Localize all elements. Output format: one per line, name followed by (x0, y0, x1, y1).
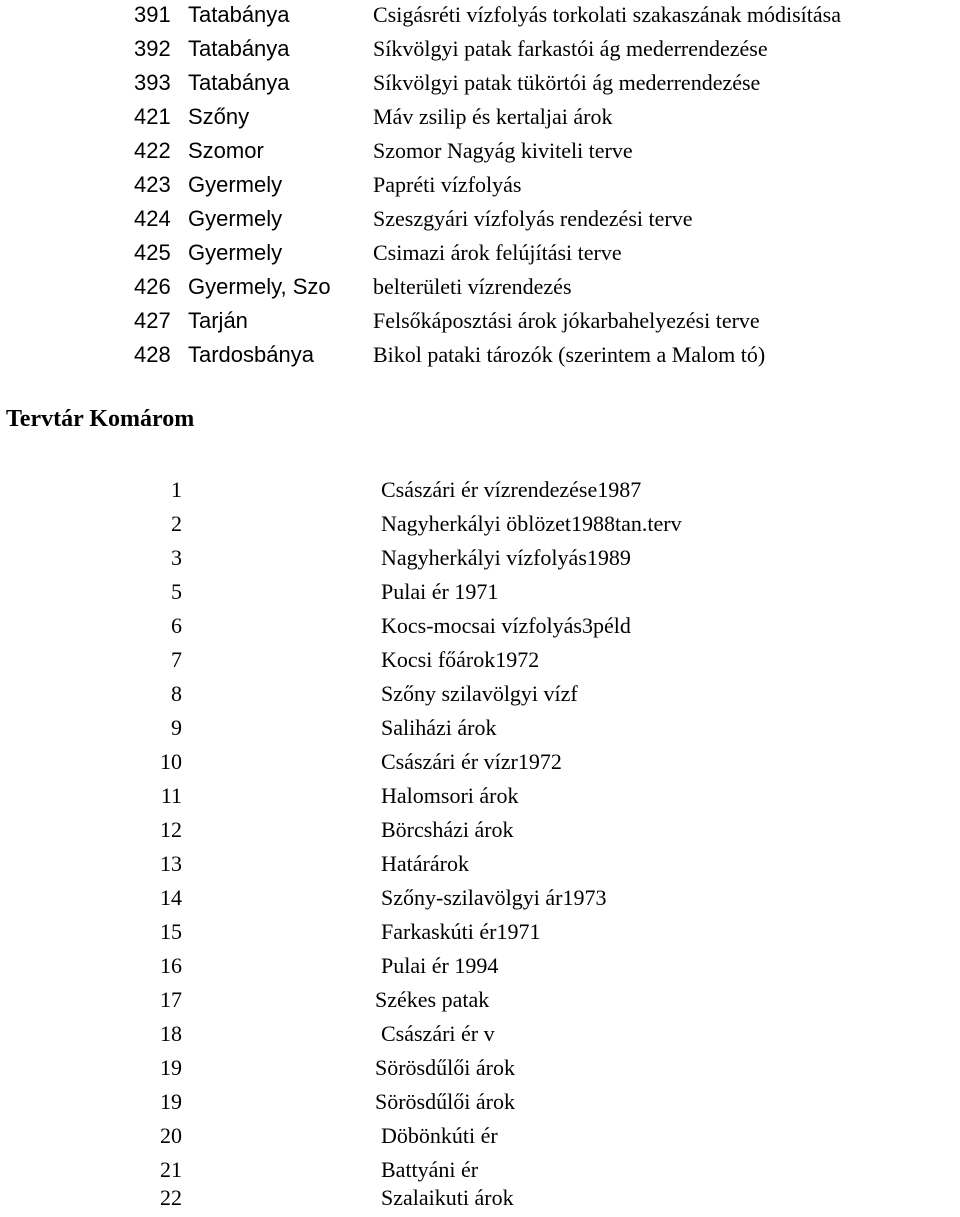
row-description: Kocs-mocsai vízfolyás3péld (381, 613, 631, 638)
row-number: 14 (160, 885, 182, 910)
table-row (0, 170, 960, 204)
row-location: Gyermely, Szo (188, 274, 331, 299)
row-number: 11 (160, 783, 182, 808)
row-number: 15 (160, 919, 182, 944)
row-description: Máv zsilip és kertaljai árok (373, 104, 613, 129)
row-number: 12 (160, 817, 182, 842)
table-row (0, 815, 960, 849)
row-location: Gyermely (188, 240, 283, 265)
row-description: Császári ér vízrendezése1987 (381, 477, 642, 502)
row-description: Határárok (381, 851, 469, 876)
table-row (0, 272, 960, 306)
row-description: Bikol pataki tározók (szerintem a Malom tó) (373, 342, 766, 367)
table-row (0, 543, 960, 577)
row-description: Császári ér vízr1972 (381, 749, 562, 774)
row-number: 1 (171, 477, 182, 502)
row-number: 8 (171, 681, 182, 706)
table-row (0, 1121, 960, 1155)
row-number: 5 (171, 579, 182, 604)
row-description: Nagyherkályi vízfolyás1989 (381, 545, 631, 570)
row-number: 17 (160, 987, 182, 1012)
row-number: 21 (160, 1157, 182, 1182)
row-description: Papréti vízfolyás (373, 172, 522, 197)
row-description: Pulai ér 1971 (381, 579, 499, 604)
row-number: 16 (160, 953, 182, 978)
table-row (0, 1183, 960, 1217)
table-row (0, 883, 960, 917)
row-description: Saliházi árok (381, 715, 497, 740)
row-description: Döbönkúti ér (381, 1123, 498, 1148)
table-row (0, 1019, 960, 1053)
table-row (0, 713, 960, 747)
row-description: Pulai ér 1994 (381, 953, 499, 978)
row-number: 425 (134, 240, 171, 265)
row-description: Szeszgyári vízfolyás rendezési terve (373, 206, 693, 231)
row-number: 19 (160, 1055, 182, 1080)
row-description: Halomsori árok (381, 783, 519, 808)
table-row (0, 849, 960, 883)
table-row (0, 781, 960, 815)
table-row (0, 1053, 960, 1087)
row-number: 3 (171, 545, 182, 570)
table-row (0, 34, 960, 68)
row-description: Csimazi árok felújítási terve (373, 240, 622, 265)
table-row (0, 0, 960, 34)
row-number: 424 (134, 206, 171, 231)
row-number: 19 (160, 1089, 182, 1114)
row-description: Farkaskúti ér1971 (381, 919, 541, 944)
table-row (0, 611, 960, 645)
table-row (0, 238, 960, 272)
row-number: 9 (171, 715, 182, 740)
row-description: Szőny-szilavölgyi ár1973 (381, 885, 607, 910)
row-location: Tatabánya (188, 70, 290, 95)
row-number: 393 (134, 70, 171, 95)
row-location: Tatabánya (188, 36, 290, 61)
row-number: 22 (160, 1185, 182, 1210)
row-number: 2 (171, 511, 182, 536)
row-description: belterületi vízrendezés (373, 274, 572, 299)
table-row (0, 306, 960, 340)
row-description: Börcsházi árok (381, 817, 514, 842)
row-description: Battyáni ér (381, 1157, 479, 1182)
row-location: Tatabánya (188, 2, 290, 27)
row-number: 426 (134, 274, 171, 299)
table-row (0, 102, 960, 136)
table-row (0, 645, 960, 679)
table-row (0, 747, 960, 781)
table-row (0, 985, 960, 1019)
row-location: Gyermely (188, 172, 283, 197)
table-row (0, 917, 960, 951)
row-description: Kocsi főárok1972 (381, 647, 540, 672)
row-description: Nagyherkályi öblözet1988tan.terv (381, 511, 682, 536)
row-number: 423 (134, 172, 171, 197)
row-location: Szomor (188, 138, 264, 163)
table-row (0, 679, 960, 713)
row-description: Szalaikuti árok (381, 1185, 514, 1210)
row-description: Sörösdűlői árok (375, 1055, 515, 1080)
row-description: Sörösdűlői árok (375, 1089, 515, 1114)
row-number: 391 (134, 2, 171, 27)
row-description: Szőny szilavölgyi vízf (381, 681, 578, 706)
row-location: Tardosbánya (188, 342, 314, 367)
row-location: Szőny (188, 104, 250, 129)
table-row (0, 136, 960, 170)
table-row (0, 951, 960, 985)
table-row (0, 68, 960, 102)
row-number: 422 (134, 138, 171, 163)
row-description: Székes patak (375, 987, 490, 1012)
row-location: Gyermely (188, 206, 283, 231)
section-heading: Tervtár Komárom (6, 406, 195, 432)
table-row (0, 1087, 960, 1121)
table-row (0, 475, 960, 509)
row-number: 427 (134, 308, 171, 333)
row-number: 6 (171, 613, 182, 638)
row-description: Síkvölgyi patak tükörtói ág mederrendezése (373, 70, 761, 95)
table-row (0, 509, 960, 543)
table-row (0, 577, 960, 611)
table-row (0, 340, 960, 374)
row-description: Csigásréti vízfolyás torkolati szakaszának módisítása (373, 2, 841, 27)
row-number: 20 (160, 1123, 182, 1148)
row-number: 428 (134, 342, 171, 367)
row-description: Szomor Nagyág kiviteli terve (373, 138, 633, 163)
table-row (0, 204, 960, 238)
row-number: 13 (160, 851, 182, 876)
row-number: 421 (134, 104, 171, 129)
row-description: Császári ér v (381, 1021, 495, 1046)
row-number: 392 (134, 36, 171, 61)
row-number: 18 (160, 1021, 182, 1046)
row-location: Tarján (188, 308, 248, 333)
row-number: 7 (171, 647, 182, 672)
row-description: Felsőkáposztási árok jókarbahelyezési terve (373, 308, 760, 333)
row-number: 10 (160, 749, 182, 774)
row-description: Síkvölgyi patak farkastói ág mederrendezése (373, 36, 768, 61)
